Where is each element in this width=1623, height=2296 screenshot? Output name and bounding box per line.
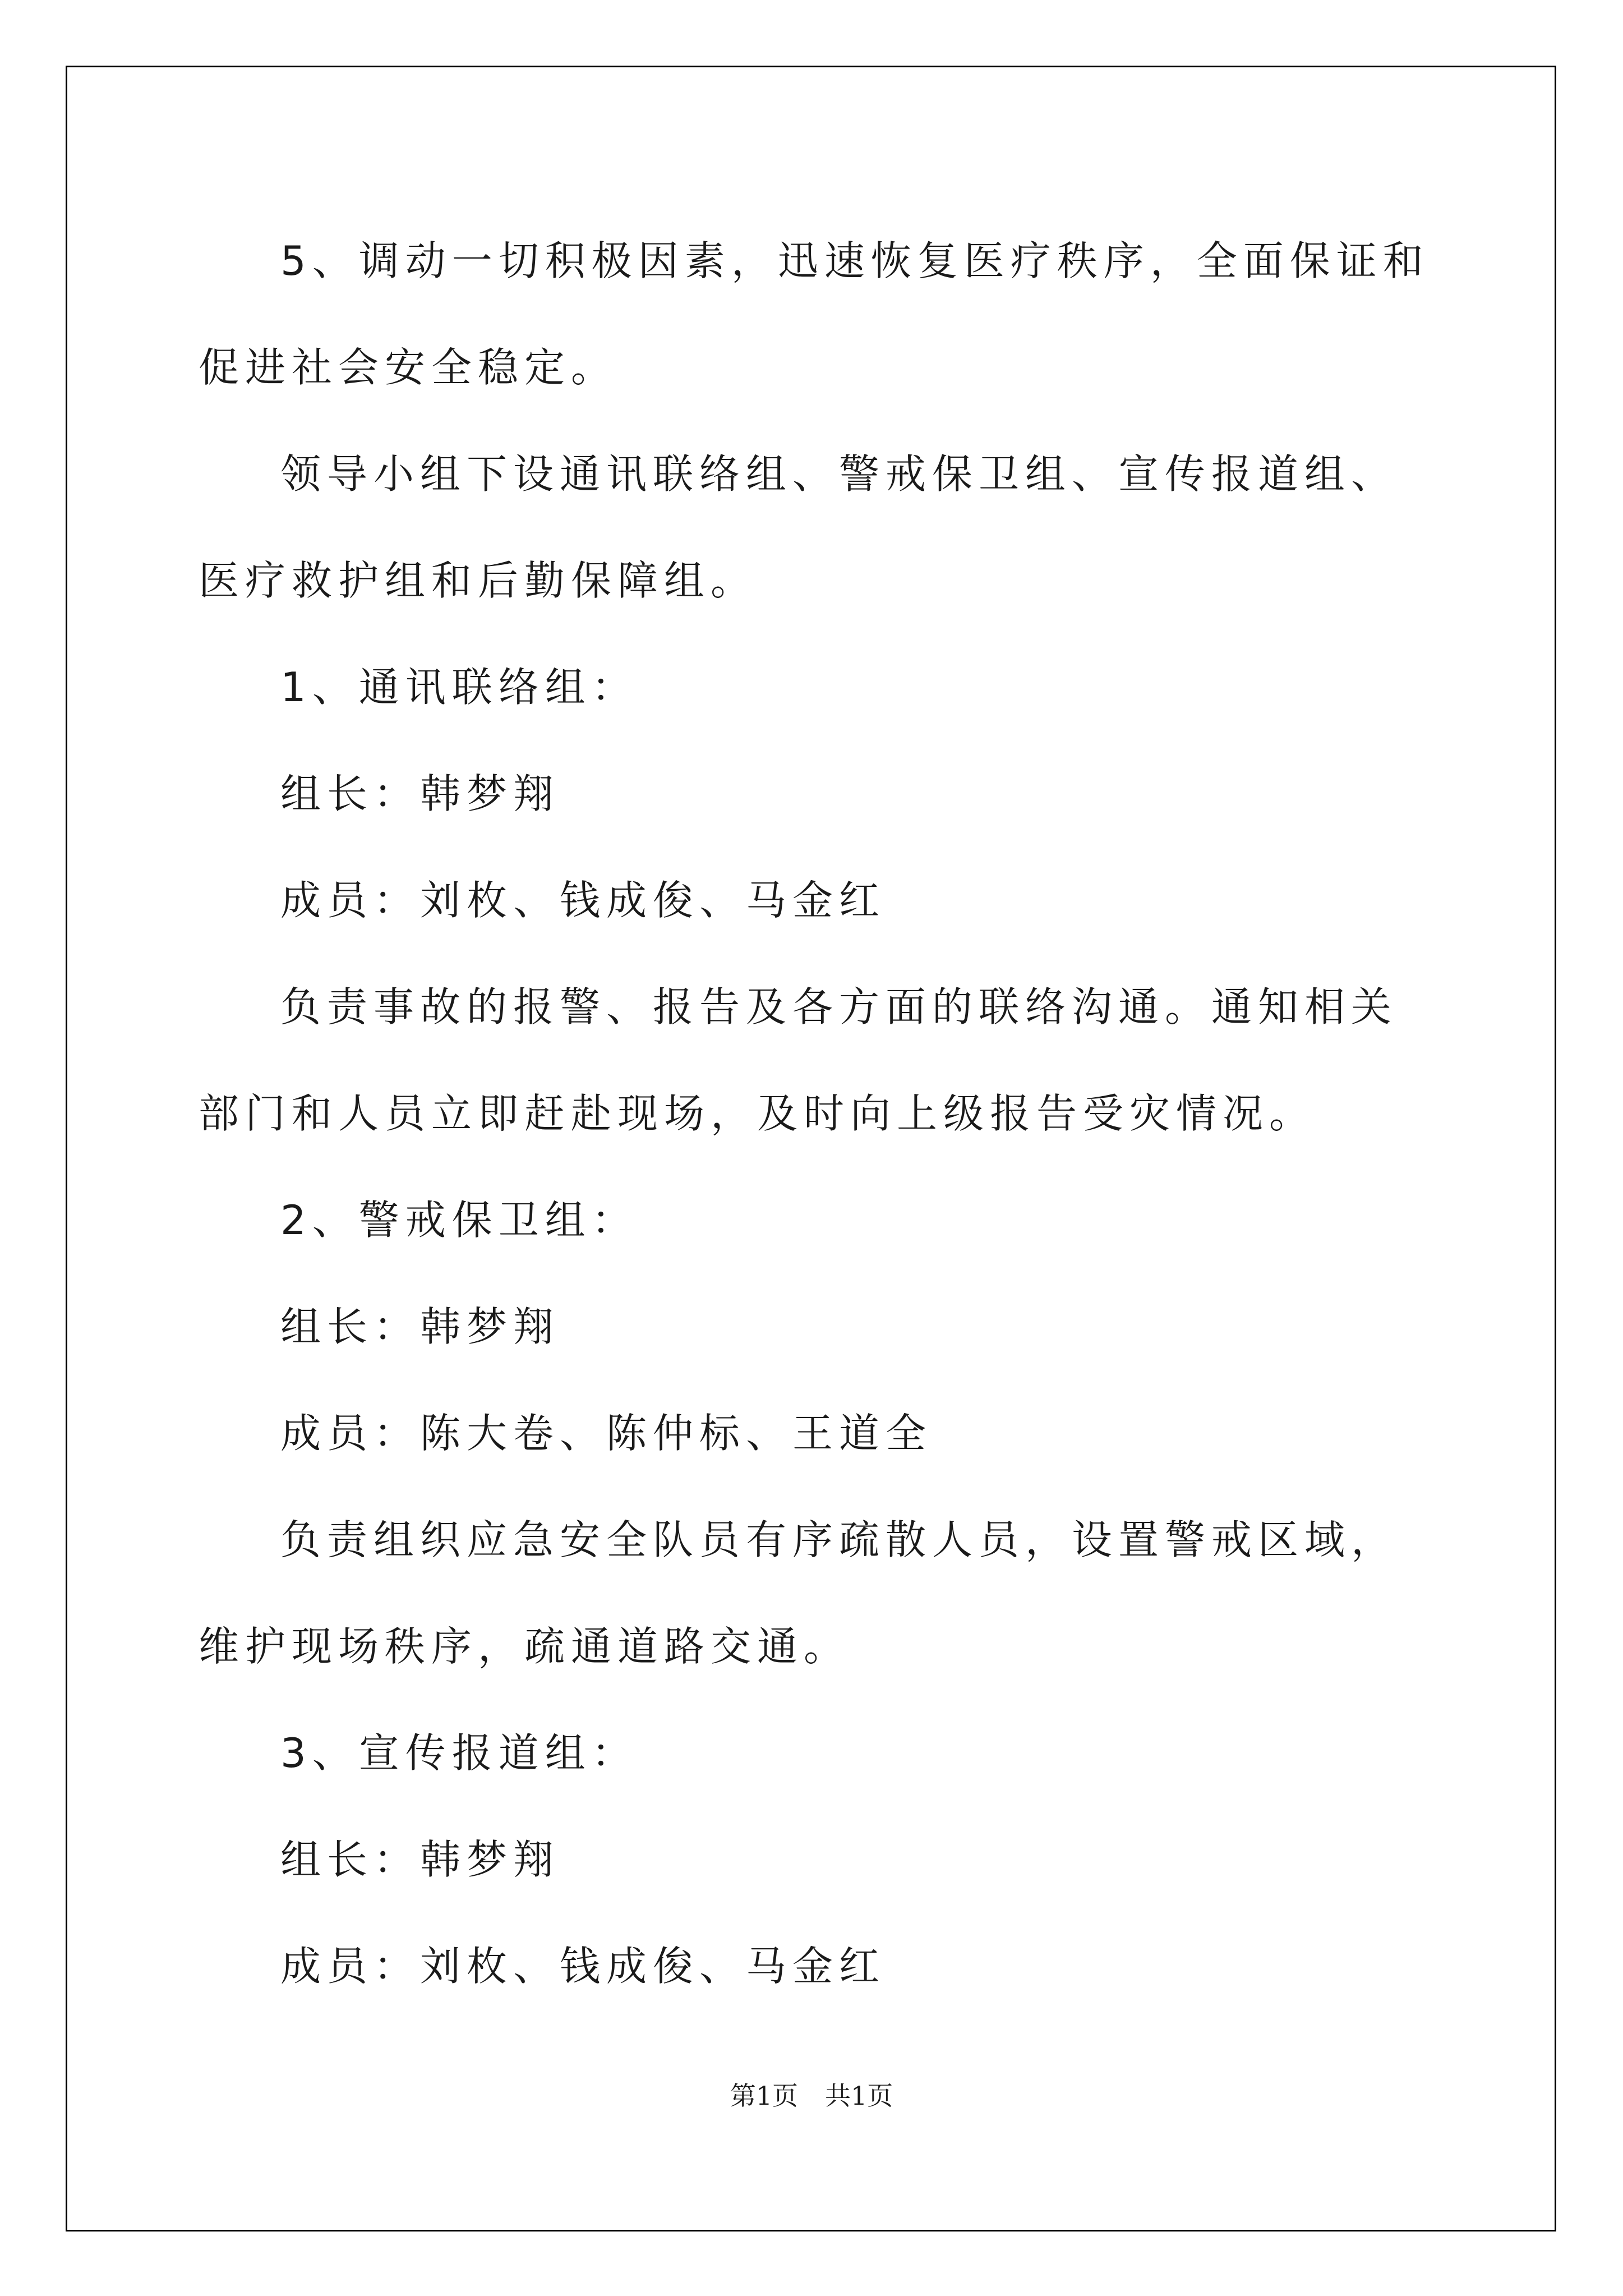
document-body [199,208,1432,2019]
communication-group-duties: 负责事故的报警、报告及各方面的联络沟通。通知相关部门和人员立即赶赴现场，及时向上级报告受灾情况。 [199,983,1398,1137]
security-group-members: 成员：陈大卷、陈仲标、王道全 [280,1410,933,1457]
page-footer [0,2076,1623,2113]
paragraph-groups-intro: 领导小组下设通讯联络组、警戒保卫组、宣传报道组、医疗救护组和后勤保障组。 [199,450,1398,604]
paragraph-goal-5: 5、调动一切积极因素，迅速恢复医疗秩序，全面保证和促进社会安全稳定。 [199,237,1430,391]
page-total: 共1页 [825,2081,893,2111]
publicity-group-leader: 组长：韩梦翔 [280,1836,560,1883]
communication-group-members: 成员：刘枚、钱成俊、马金红 [280,877,886,924]
security-group-duties: 负责组织应急安全队员有序疏散人员，设置警戒区域，维护现场秩序，疏通道路交通。 [199,1516,1398,1670]
page-number: 第1页 [730,2081,798,2111]
heading-publicity-group: 3、宣传报道组： [280,1729,638,1777]
heading-security-group: 2、警戒保卫组： [280,1197,638,1244]
security-group-leader: 组长：韩梦翔 [280,1303,560,1350]
communication-group-leader: 组长：韩梦翔 [280,770,560,817]
publicity-group-members: 成员：刘枚、钱成俊、马金红 [280,1943,886,1990]
heading-communication-group: 1、通讯联络组： [280,664,638,711]
